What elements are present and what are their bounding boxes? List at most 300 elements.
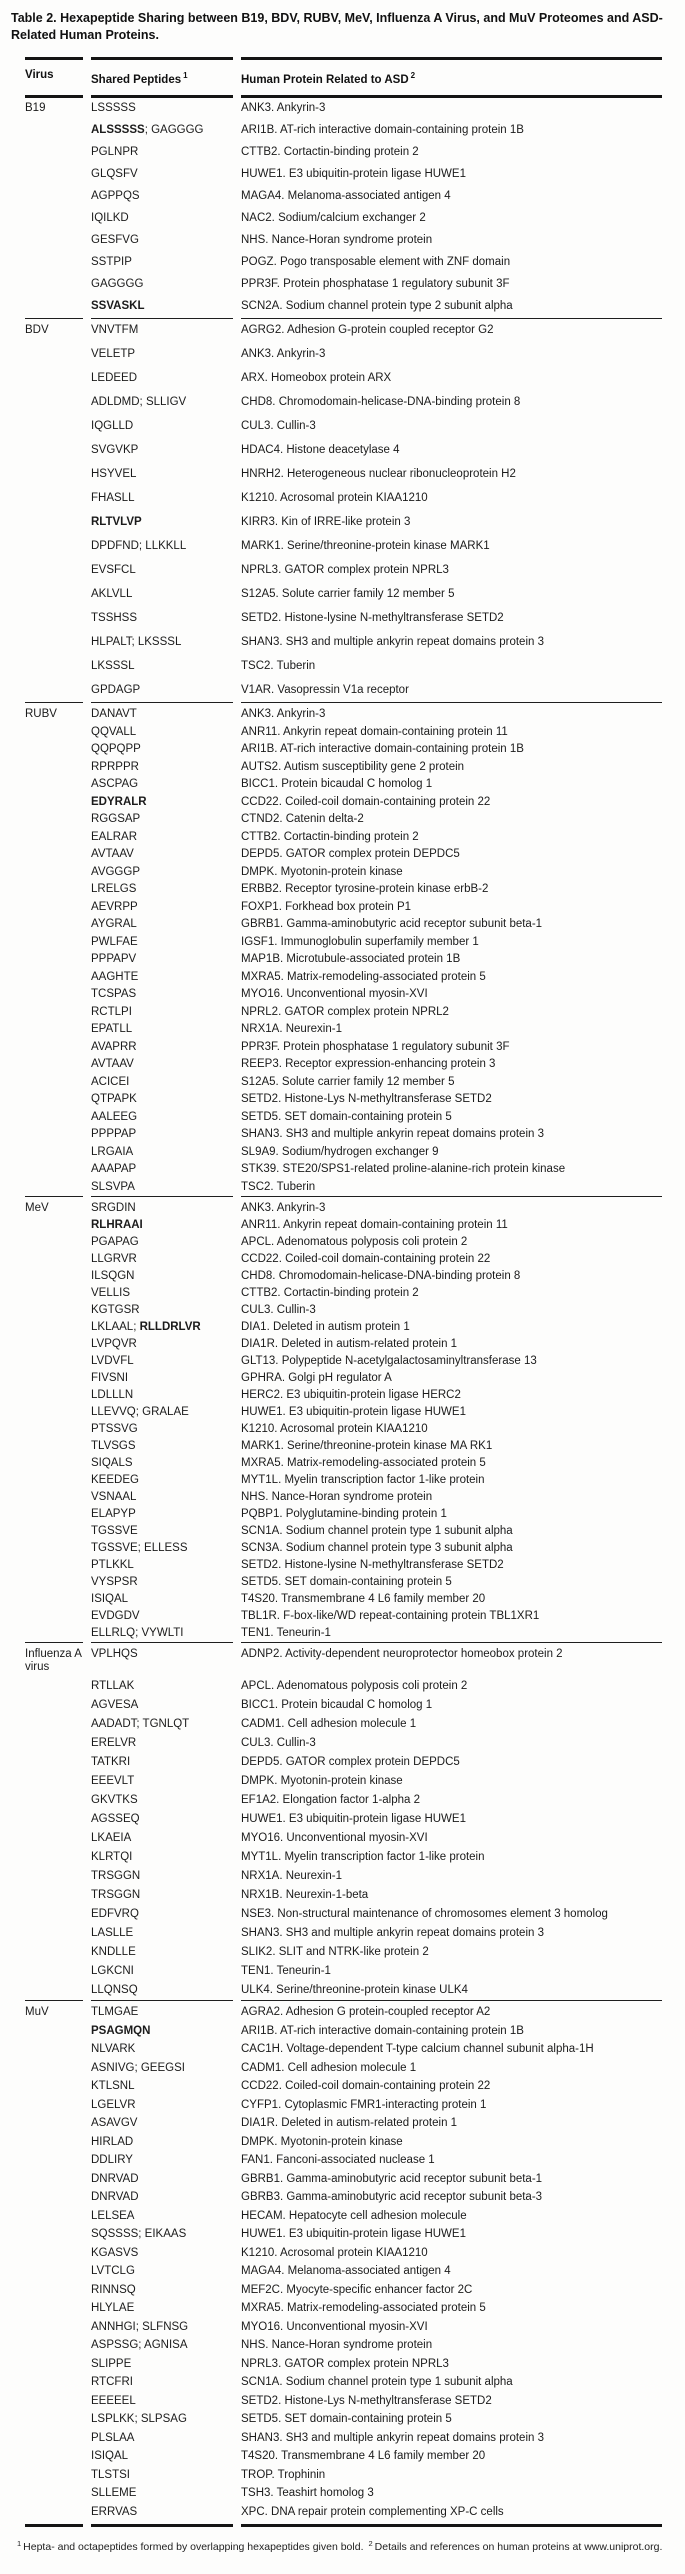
peptides-cell bbox=[91, 1319, 233, 1336]
peptide: QQPQPP bbox=[91, 743, 141, 756]
protein-cell: EF1A2. Elongation factor 1-alpha 2 bbox=[241, 1794, 421, 1807]
peptides-cell bbox=[91, 2022, 233, 2041]
virus-cell bbox=[25, 794, 83, 812]
table-row bbox=[25, 1715, 662, 1734]
peptides-cell bbox=[91, 558, 233, 582]
peptides-cell bbox=[91, 1217, 233, 1234]
virus-cell bbox=[25, 164, 83, 186]
protein-cell: AUTS2. Autism susceptibility gene 2 protein bbox=[241, 760, 465, 773]
peptides-cell bbox=[91, 2447, 233, 2466]
table-row bbox=[25, 1126, 662, 1144]
virus-cell bbox=[25, 1234, 83, 1251]
peptide: LEDEED bbox=[91, 371, 138, 384]
table-row bbox=[25, 1696, 662, 1715]
peptide: AAAPAP bbox=[91, 1163, 137, 1176]
peptide: RTLLAK bbox=[91, 1680, 135, 1693]
peptide: AGPPQS bbox=[91, 190, 140, 203]
peptides-cell bbox=[91, 2225, 233, 2244]
peptide: LLGRVR bbox=[91, 1253, 137, 1266]
protein-cell: MXRA5. Matrix-remodeling-associated protein 5 bbox=[241, 1457, 486, 1470]
virus-cell bbox=[25, 1848, 83, 1867]
protein-cell: ARI1B. AT-rich interactive domain-containing protein 1B bbox=[241, 743, 524, 756]
table-row bbox=[25, 1056, 662, 1074]
peptide: ERRVAS bbox=[91, 2505, 138, 2518]
protein-cell: MXRA5. Matrix-remodeling-associated protein 5 bbox=[241, 2302, 486, 2315]
virus-cell bbox=[25, 969, 83, 987]
protein-cell: NRX1A. Neurexin-1 bbox=[241, 1023, 342, 1036]
table-row bbox=[25, 1404, 662, 1421]
virus-cell bbox=[25, 1126, 83, 1144]
virus-cell bbox=[25, 2114, 83, 2133]
virus-cell bbox=[25, 2373, 83, 2392]
protein-cell: ADNP2. Activity-dependent neuroprotector homeobox protein 2 bbox=[241, 1642, 662, 1677]
virus-cell bbox=[25, 2188, 83, 2207]
virus-cell bbox=[25, 881, 83, 899]
protein-cell: TEN1. Teneurin-1 bbox=[241, 1627, 331, 1640]
virus-cell bbox=[25, 1268, 83, 1285]
virus-cell bbox=[25, 230, 83, 252]
protein-cell: XPC. DNA repair protein complementing XP-C cells bbox=[241, 2503, 662, 2527]
table-row bbox=[25, 296, 662, 318]
virus-section-muv bbox=[25, 2000, 662, 2527]
virus-cell bbox=[25, 1981, 83, 2000]
table-row bbox=[25, 98, 662, 120]
protein-cell: HUWE1. E3 ubiquitin-protein ligase HUWE1 bbox=[241, 168, 466, 181]
virus-cell bbox=[25, 1506, 83, 1523]
peptides-cell bbox=[91, 1404, 233, 1421]
protein-cell: TSC2. Tuberin bbox=[241, 659, 316, 672]
table-row bbox=[25, 1091, 662, 1109]
protein-cell: ULK4. Serine/threonine-protein kinase ULK4 bbox=[241, 1984, 468, 1997]
table-row bbox=[25, 1370, 662, 1387]
footnotes bbox=[17, 2537, 672, 2555]
peptides-cell bbox=[91, 1753, 233, 1772]
peptides-cell bbox=[91, 1734, 233, 1753]
table-row bbox=[25, 1302, 662, 1319]
peptides-cell bbox=[91, 1810, 233, 1829]
table-row bbox=[25, 2429, 662, 2448]
protein-cell: ANK3. Ankyrin-3 bbox=[241, 102, 326, 115]
peptides-cell bbox=[91, 1943, 233, 1962]
peptides-cell bbox=[91, 1574, 233, 1591]
peptides-cell bbox=[91, 1523, 233, 1540]
peptide: ACICEI bbox=[91, 1075, 130, 1088]
table-row bbox=[25, 1021, 662, 1039]
peptides-cell bbox=[91, 1234, 233, 1251]
protein-cell: MYT1L. Myelin transcription factor 1-like protein bbox=[241, 1851, 485, 1864]
peptide: ASNIVG; GEEGSI bbox=[91, 2061, 185, 2074]
peptide: KGASVS bbox=[91, 2246, 139, 2259]
virus-cell bbox=[25, 724, 83, 742]
peptides-cell bbox=[91, 1608, 233, 1625]
virus-cell bbox=[25, 1715, 83, 1734]
protein-cell: SL9A9. Sodium/hydrogen exchanger 9 bbox=[241, 1145, 439, 1158]
peptide: DNRVAD bbox=[91, 2191, 139, 2204]
col-header-protein-label: Human Protein Related to ASD bbox=[241, 73, 409, 86]
virus-cell bbox=[25, 1557, 83, 1574]
peptide: SIQALS bbox=[91, 1457, 133, 1470]
peptide: KEEDEG bbox=[91, 1474, 139, 1487]
protein-cell: CTTB2. Cortactin-binding protein 2 bbox=[241, 1287, 419, 1300]
peptides-cell bbox=[91, 274, 233, 296]
virus-cell bbox=[25, 1179, 83, 1197]
peptides-cell bbox=[91, 1715, 233, 1734]
table-row bbox=[25, 1523, 662, 1540]
peptide: TGSSVE; ELLESS bbox=[91, 1542, 188, 1555]
header-row bbox=[25, 57, 662, 98]
peptides-cell bbox=[91, 1540, 233, 1557]
peptide: LRELGS bbox=[91, 883, 137, 896]
protein-cell: ARI1B. AT-rich interactive domain-containing protein 1B bbox=[241, 124, 524, 137]
peptides-cell bbox=[91, 142, 233, 164]
table-row bbox=[25, 951, 662, 969]
virus-cell bbox=[25, 811, 83, 829]
table-row bbox=[25, 2170, 662, 2189]
peptides-cell bbox=[91, 1455, 233, 1472]
virus-cell bbox=[25, 1943, 83, 1962]
peptides-cell bbox=[91, 1251, 233, 1268]
protein-cell: MXRA5. Matrix-remodeling-associated protein 5 bbox=[241, 970, 486, 983]
protein-cell: HDAC4. Histone deacetylase 4 bbox=[241, 443, 400, 456]
peptide: KTLSNL bbox=[91, 2080, 135, 2093]
table-row bbox=[25, 2225, 662, 2244]
table-row bbox=[25, 534, 662, 558]
peptides-cell bbox=[91, 2281, 233, 2300]
protein-cell: MAGA4. Melanoma-associated antigen 4 bbox=[241, 190, 451, 203]
peptide: IQGLLD bbox=[91, 419, 134, 432]
peptides-cell bbox=[91, 252, 233, 274]
table-row bbox=[25, 2040, 662, 2059]
protein-cell: NHS. Nance-Horan syndrome protein bbox=[241, 1491, 433, 1504]
peptides-cell bbox=[91, 1179, 233, 1197]
table-row bbox=[25, 1772, 662, 1791]
peptides-cell bbox=[91, 606, 233, 630]
peptides-cell bbox=[91, 1336, 233, 1353]
peptides-cell bbox=[91, 1557, 233, 1574]
table-row bbox=[25, 1943, 662, 1962]
protein-cell: DIA1. Deleted in autism protein 1 bbox=[241, 1321, 410, 1334]
peptides-cell bbox=[91, 1772, 233, 1791]
protein-cell: PQBP1. Polyglutamine-binding protein 1 bbox=[241, 1508, 447, 1521]
peptide: AKLVLL bbox=[91, 587, 133, 600]
virus-cell bbox=[25, 510, 83, 534]
protein-cell: MAGA4. Melanoma-associated antigen 4 bbox=[241, 2265, 451, 2278]
virus-cell bbox=[25, 2484, 83, 2503]
table-row bbox=[25, 1234, 662, 1251]
protein-cell: SLIK2. SLIT and NTRK-like protein 2 bbox=[241, 1946, 429, 1959]
virus-cell bbox=[25, 2503, 83, 2527]
table-row bbox=[25, 120, 662, 142]
virus-cell bbox=[25, 438, 83, 462]
peptides-cell bbox=[91, 1196, 233, 1217]
peptides-cell bbox=[91, 2466, 233, 2485]
peptides-cell bbox=[91, 2355, 233, 2374]
virus-cell bbox=[25, 1404, 83, 1421]
virus-cell bbox=[25, 1905, 83, 1924]
peptide-bold: EDYRALR bbox=[91, 795, 147, 808]
peptides-cell bbox=[91, 1472, 233, 1489]
peptides-cell bbox=[91, 1004, 233, 1022]
protein-cell: ANR11. Ankyrin repeat domain-containing protein 11 bbox=[241, 1219, 508, 1232]
peptide: SLLEME bbox=[91, 2487, 137, 2500]
virus-cell: MuV bbox=[25, 2000, 83, 2022]
protein-cell: CCD22. Coiled-coil domain-containing protein 22 bbox=[241, 795, 491, 808]
peptides-cell bbox=[91, 164, 233, 186]
peptides-cell bbox=[91, 702, 233, 723]
protein-cell: REEP3. Receptor expression-enhancing protein 3 bbox=[241, 1058, 496, 1071]
table-row bbox=[25, 438, 662, 462]
protein-cell: NHS. Nance-Horan syndrome protein bbox=[241, 234, 433, 247]
table-row bbox=[25, 1677, 662, 1696]
virus-cell bbox=[25, 1302, 83, 1319]
table-row bbox=[25, 881, 662, 899]
table-row bbox=[25, 846, 662, 864]
table-row bbox=[25, 1557, 662, 1574]
protein-cell: DMPK. Myotonin-protein kinase bbox=[241, 2135, 403, 2148]
peptides-cell bbox=[91, 678, 233, 702]
virus-cell bbox=[25, 1591, 83, 1608]
protein-cell: IGSF1. Immunoglobulin superfamily member 1 bbox=[241, 935, 479, 948]
table-row bbox=[25, 2133, 662, 2152]
peptides-cell bbox=[91, 296, 233, 318]
peptides-cell bbox=[91, 864, 233, 882]
protein-cell: MYO16. Unconventional myosin-XVI bbox=[241, 988, 428, 1001]
peptides-cell bbox=[91, 934, 233, 952]
protein-cell: KIRR3. Kin of IRRE-like protein 3 bbox=[241, 515, 411, 528]
table-header bbox=[25, 57, 662, 98]
peptides-cell bbox=[91, 776, 233, 794]
protein-cell: MARK1. Serine/threonine-protein kinase MARK1 bbox=[241, 539, 490, 552]
table-row bbox=[25, 654, 662, 678]
peptide: GAGGGG bbox=[91, 278, 144, 291]
peptides-cell bbox=[91, 2170, 233, 2189]
peptide: LLEVVQ; GRALAE bbox=[91, 1406, 189, 1419]
peptides-cell bbox=[91, 829, 233, 847]
protein-cell: GPHRA. Golgi pH regulator A bbox=[241, 1372, 392, 1385]
peptide: TLSTSI bbox=[91, 2468, 130, 2481]
table-row bbox=[25, 2059, 662, 2078]
table-row bbox=[25, 1144, 662, 1162]
peptide: LKSSSL bbox=[91, 659, 135, 672]
protein-cell: K1210. Acrosomal protein KIAA1210 bbox=[241, 491, 428, 504]
peptide: VYSPSR bbox=[91, 1576, 138, 1589]
protein-cell: NPRL3. GATOR complex protein NPRL3 bbox=[241, 2357, 449, 2370]
peptides-cell bbox=[91, 1489, 233, 1506]
table-row bbox=[25, 1506, 662, 1523]
table-row bbox=[25, 724, 662, 742]
peptides-cell bbox=[91, 1886, 233, 1905]
peptide: ANNHGI; SLFNSG bbox=[91, 2320, 189, 2333]
table-row bbox=[25, 1251, 662, 1268]
virus-cell bbox=[25, 366, 83, 390]
peptide: LGKCNI bbox=[91, 1965, 134, 1978]
peptide: RGGSAP bbox=[91, 813, 141, 826]
peptides-cell bbox=[91, 2040, 233, 2059]
protein-cell: SETD2. Histone-Lys N-methyltransferase SETD2 bbox=[241, 1093, 492, 1106]
table-row bbox=[25, 2318, 662, 2337]
peptide: RTCFRI bbox=[91, 2376, 133, 2389]
peptides-cell bbox=[91, 1302, 233, 1319]
peptide: EEEEEL bbox=[91, 2394, 136, 2407]
table-row bbox=[25, 1039, 662, 1057]
virus-cell bbox=[25, 829, 83, 847]
protein-cell: MARK1. Serine/threonine-protein kinase MA RK1 bbox=[241, 1440, 493, 1453]
protein-cell: MYT1L. Myelin transcription factor 1-like protein bbox=[241, 1474, 485, 1487]
peptides-cell bbox=[91, 969, 233, 987]
peptide: DPDFND; LLKKLL bbox=[91, 539, 187, 552]
peptides-cell bbox=[91, 899, 233, 917]
peptide: RCTLPI bbox=[91, 1005, 132, 1018]
peptides-cell bbox=[91, 2151, 233, 2170]
peptide: ISIQAL bbox=[91, 1593, 129, 1606]
peptide: SLSVPA bbox=[91, 1180, 135, 1193]
peptides-cell bbox=[91, 534, 233, 558]
peptides-cell bbox=[91, 1353, 233, 1370]
peptide: ASCPAG bbox=[91, 778, 139, 791]
protein-cell: V1AR. Vasopressin V1a receptor bbox=[241, 683, 409, 696]
peptide: LDLLLN bbox=[91, 1389, 134, 1402]
peptides-cell bbox=[91, 916, 233, 934]
peptide: LASLLE bbox=[91, 1927, 134, 1940]
table-row bbox=[25, 2355, 662, 2374]
peptide: ELAPYP bbox=[91, 1508, 136, 1521]
peptides-cell bbox=[91, 2373, 233, 2392]
peptides-cell bbox=[91, 2299, 233, 2318]
peptide: AEVRPP bbox=[91, 900, 138, 913]
peptide: PLSLAA bbox=[91, 2431, 135, 2444]
protein-cell: HERC2. E3 ubiquitin-protein ligase HERC2 bbox=[241, 1389, 461, 1402]
peptides-cell bbox=[91, 2096, 233, 2115]
protein-cell: CTTB2. Cortactin-binding protein 2 bbox=[241, 830, 419, 843]
peptides-cell bbox=[91, 759, 233, 777]
peptide: SSTPIP bbox=[91, 256, 132, 269]
table-row bbox=[25, 1981, 662, 2000]
table-row bbox=[25, 741, 662, 759]
protein-cell: HUWE1. E3 ubiquitin-protein ligase HUWE1 bbox=[241, 2228, 466, 2241]
peptide: TATKRI bbox=[91, 1756, 131, 1769]
peptide: ; GAGGGG bbox=[144, 124, 204, 137]
virus-cell bbox=[25, 2355, 83, 2374]
protein-cell: TSC2. Tuberin bbox=[241, 1180, 316, 1193]
peptide-bold: RLTVLVP bbox=[91, 515, 142, 528]
virus-cell bbox=[25, 462, 83, 486]
peptide: LVTCLG bbox=[91, 2265, 135, 2278]
virus-section-rubv bbox=[25, 702, 662, 1196]
footnote-1-marker: 1 bbox=[17, 2538, 22, 2548]
peptide: DDLIRY bbox=[91, 2154, 133, 2167]
peptide: LVPQVR bbox=[91, 1338, 137, 1351]
virus-cell bbox=[25, 1039, 83, 1057]
protein-cell: DMPK. Myotonin-protein kinase bbox=[241, 1775, 403, 1788]
peptides-cell bbox=[91, 1126, 233, 1144]
peptide: AVTAAV bbox=[91, 1058, 134, 1071]
protein-cell: TSH3. Teashirt homolog 3 bbox=[241, 2487, 374, 2500]
table-row bbox=[25, 1455, 662, 1472]
virus-cell bbox=[25, 2447, 83, 2466]
table-row bbox=[25, 2000, 662, 2022]
table-row bbox=[25, 1336, 662, 1353]
virus-cell bbox=[25, 2410, 83, 2429]
protein-cell: CCD22. Coiled-coil domain-containing protein 22 bbox=[241, 1253, 491, 1266]
peptide-bold: ALSSSSS bbox=[91, 124, 145, 137]
protein-cell: HNRH2. Heterogeneous nuclear ribonucleoprotein H2 bbox=[241, 467, 516, 480]
protein-cell: SHAN3. SH3 and multiple ankyrin repeat domains protein 3 bbox=[241, 635, 544, 648]
peptides-cell bbox=[91, 2188, 233, 2207]
peptide: SLIPPE bbox=[91, 2357, 132, 2370]
peptide: KLRTQI bbox=[91, 1851, 133, 1864]
peptide: AVGGGP bbox=[91, 865, 140, 878]
virus-cell bbox=[25, 846, 83, 864]
peptide: GPDAGP bbox=[91, 683, 141, 696]
peptide-bold: PSAGMQN bbox=[91, 2024, 151, 2037]
virus-section-bdv bbox=[25, 318, 662, 703]
table-row bbox=[25, 414, 662, 438]
table-row bbox=[25, 164, 662, 186]
table-row bbox=[25, 630, 662, 654]
table-row bbox=[25, 1810, 662, 1829]
peptides-cell bbox=[91, 186, 233, 208]
peptides-cell bbox=[91, 1144, 233, 1162]
peptides-cell bbox=[91, 2059, 233, 2078]
table-row bbox=[25, 2244, 662, 2263]
virus-cell bbox=[25, 2170, 83, 2189]
protein-cell: NPRL2. GATOR complex protein NPRL2 bbox=[241, 1005, 449, 1018]
table-row bbox=[25, 486, 662, 510]
peptides-cell bbox=[91, 1625, 233, 1642]
virus-cell bbox=[25, 1370, 83, 1387]
peptide: TLMGAE bbox=[91, 2006, 139, 2019]
peptide: AVAPRR bbox=[91, 1040, 137, 1053]
peptide: PTSSVG bbox=[91, 1423, 138, 1436]
virus-cell bbox=[25, 2262, 83, 2281]
virus-cell bbox=[25, 2207, 83, 2226]
protein-cell: T4S20. Transmembrane 4 L6 family member 20 bbox=[241, 1593, 486, 1606]
table-row bbox=[25, 829, 662, 847]
peptides-cell bbox=[91, 1924, 233, 1943]
peptide: LKLAAL; bbox=[91, 1321, 140, 1334]
table-row bbox=[25, 2262, 662, 2281]
virus-cell bbox=[25, 1696, 83, 1715]
peptide: PPPAPV bbox=[91, 953, 137, 966]
protein-cell: SHAN3. SH3 and multiple ankyrin repeat domains protein 3 bbox=[241, 1128, 544, 1141]
virus-cell bbox=[25, 1091, 83, 1109]
peptides-cell bbox=[91, 1642, 233, 1677]
peptide: VSNAAL bbox=[91, 1491, 137, 1504]
virus-cell bbox=[25, 1387, 83, 1404]
peptide: ELLRLQ; VYWLTI bbox=[91, 1627, 184, 1640]
peptides-cell bbox=[91, 98, 233, 120]
protein-cell: NAC2. Sodium/calcium exchanger 2 bbox=[241, 212, 426, 225]
virus-cell bbox=[25, 2077, 83, 2096]
table-row bbox=[25, 1109, 662, 1127]
peptide: VELLIS bbox=[91, 1287, 130, 1300]
virus-cell bbox=[25, 1336, 83, 1353]
peptides-cell bbox=[91, 1056, 233, 1074]
protein-cell: TROP. Trophinin bbox=[241, 2468, 326, 2481]
peptides-cell bbox=[91, 630, 233, 654]
table-row bbox=[25, 2207, 662, 2226]
protein-cell: S12A5. Solute carrier family 12 member 5 bbox=[241, 1075, 455, 1088]
virus-cell bbox=[25, 1353, 83, 1370]
virus-cell bbox=[25, 678, 83, 702]
table-row bbox=[25, 1438, 662, 1455]
table-row bbox=[25, 1962, 662, 1981]
virus-cell bbox=[25, 1734, 83, 1753]
table-row bbox=[25, 1886, 662, 1905]
peptides-cell bbox=[91, 1161, 233, 1179]
peptide: QTPAPK bbox=[91, 1093, 137, 1106]
virus-cell bbox=[25, 1791, 83, 1810]
